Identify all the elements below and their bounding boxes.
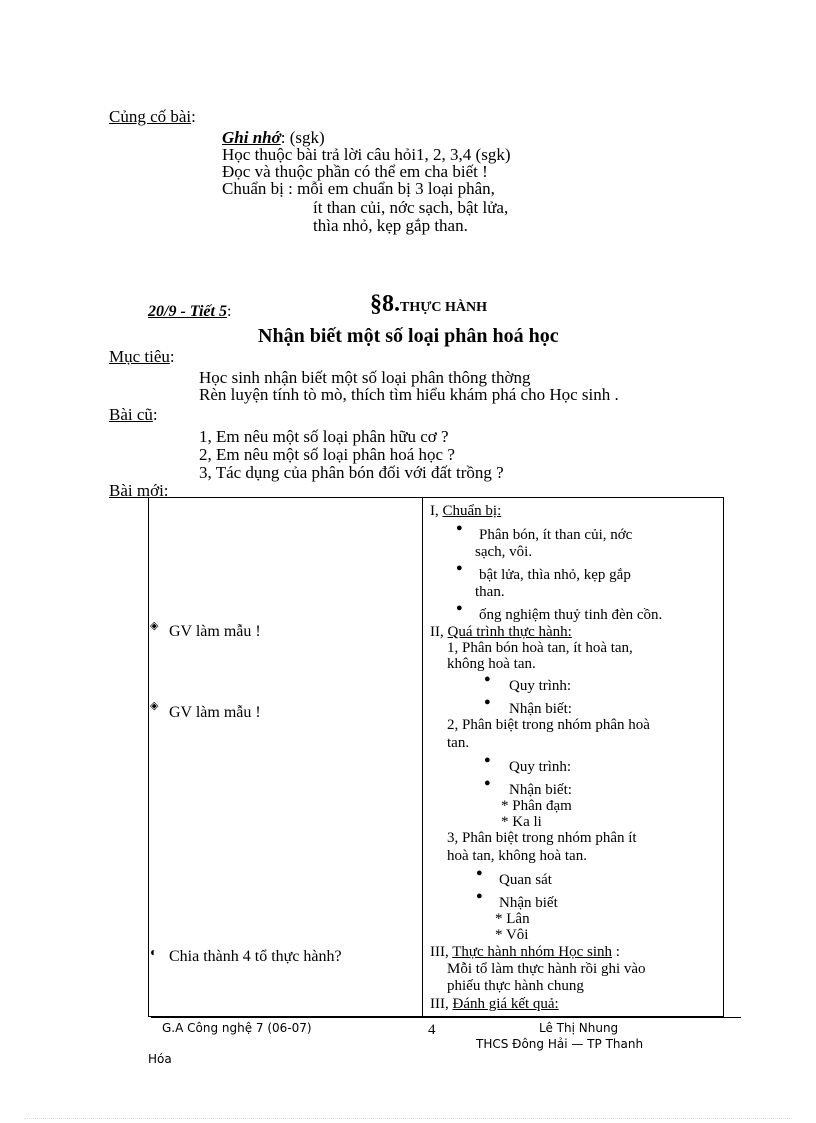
half-circle-bullet-icon: ◐ <box>150 945 158 959</box>
process-step: 2, Phân biệt trong nhóm phân hoà <box>447 717 650 733</box>
review-line: ít than củi, nớc sạch, bật lửa, <box>313 198 509 217</box>
disc-bullet-icon: ● <box>476 890 483 902</box>
page-edge-dots <box>24 1118 792 1119</box>
old-lesson-question: 3, Tác dụng của phân bón đối với đất trồng ? <box>199 463 504 482</box>
group-practice-line: phiếu thực hành chung <box>447 978 584 994</box>
group-practice-line: Mỗi tổ làm thực hành rồi ghi vào <box>447 961 646 977</box>
evaluation-heading: III, Đánh giá kết quả: <box>430 996 559 1012</box>
page-number: 4 <box>428 1022 436 1038</box>
footer-author: Lê Thị Nhung <box>539 1021 619 1035</box>
prep-item: bật lửa, thìa nhỏ, kẹp gắp <box>479 567 631 583</box>
new-lesson-heading: Bài mới: <box>109 481 169 500</box>
disc-bullet-icon: ● <box>484 754 491 766</box>
disc-bullet-icon: ● <box>456 522 463 534</box>
review-note: Ghi nhớ: (sgk) <box>222 128 325 147</box>
footer-school-cont: Hóa <box>148 1052 172 1066</box>
teacher-activity: Chia thành 4 tổ thực hành? <box>169 948 342 965</box>
group-practice-heading: III, Thực hành nhóm Học sinh : <box>430 944 620 960</box>
review-heading: Củng cố bài: <box>109 107 196 126</box>
prep-item: sạch, vôi. <box>475 544 533 560</box>
old-lesson-question: 2, Em nêu một số loại phân hoá học ? <box>199 445 455 464</box>
prep-item: Phân bón, ít than củi, nớc <box>479 527 633 543</box>
teacher-activity: GV làm mẫu ! <box>169 623 261 640</box>
process-bullet: Quy trình: <box>509 678 572 694</box>
review-line: thìa nhỏ, kẹp gắp than. <box>313 216 468 235</box>
objective-line: Rèn luyện tính tò mò, thích tìm hiểu khám phá cho Học sinh . <box>199 385 619 404</box>
disc-bullet-icon: ● <box>456 602 463 614</box>
diamond-bullet-icon: ◈ <box>150 620 159 632</box>
objective-line: Học sinh nhận biết một số loại phân thông thờng <box>199 368 531 387</box>
process-bullet: Nhận biết: <box>509 701 572 717</box>
prep-heading: I, Chuẩn bị: <box>430 503 502 519</box>
prep-item: than. <box>475 584 505 600</box>
process-step: không hoà tan. <box>447 656 536 672</box>
old-lesson-question: 1, Em nêu một số loại phân hữu cơ ? <box>199 427 449 446</box>
review-line: Học thuộc bài trả lời câu hỏi1, 2, 3,4 (sgk) <box>222 145 511 164</box>
diamond-bullet-icon: ◈ <box>150 700 159 712</box>
content-column <box>423 498 724 1017</box>
prep-item: ống nghiệm thuỷ tinh đèn cồn. <box>479 607 663 623</box>
footer-rule <box>151 1017 741 1018</box>
process-subitem: * Lân <box>495 911 530 927</box>
process-bullet: Quy trình: <box>509 759 572 775</box>
process-subitem: * Phân đạm <box>501 798 572 814</box>
process-subitem: * Vôi <box>495 927 529 943</box>
process-heading: II, Quá trình thực hành: <box>430 624 572 640</box>
process-subitem: * Ka li <box>501 814 542 830</box>
process-step: 3, Phân biệt trong nhóm phân ít <box>447 830 637 846</box>
lesson-date: 20/9 - Tiết 5: <box>148 303 232 320</box>
process-bullet: Quan sát <box>499 872 552 888</box>
section-heading: §8.THỰC HÀNH <box>370 291 487 317</box>
process-step: 1, Phân bón hoà tan, ít hoà tan, <box>447 640 633 656</box>
process-bullet: Nhận biết <box>499 895 558 911</box>
disc-bullet-icon: ● <box>484 673 491 685</box>
objectives-heading: Mục tiêu: <box>109 347 175 366</box>
review-line: Đọc và thuộc phần có thể em cha biết ! <box>222 162 488 181</box>
disc-bullet-icon: ● <box>484 696 491 708</box>
teacher-activity: GV làm mẫu ! <box>169 704 261 721</box>
disc-bullet-icon: ● <box>484 777 491 789</box>
footer-course: G.A Công nghệ 7 (06-07) <box>162 1021 312 1035</box>
review-line: Chuẩn bị : mỗi em chuẩn bị 3 loại phân, <box>222 179 495 198</box>
old-lesson-heading: Bài cũ: <box>109 405 158 424</box>
process-step: hoà tan, không hoà tan. <box>447 848 587 864</box>
disc-bullet-icon: ● <box>476 867 483 879</box>
process-step: tan. <box>447 735 470 751</box>
process-bullet: Nhận biết: <box>509 782 572 798</box>
lesson-title: Nhận biết một số loại phân hoá học <box>258 325 559 347</box>
disc-bullet-icon: ● <box>456 562 463 574</box>
teacher-column <box>149 498 423 1017</box>
lesson-table <box>148 497 724 1017</box>
footer-school: THCS Đông Hải — TP Thanh <box>476 1037 644 1051</box>
